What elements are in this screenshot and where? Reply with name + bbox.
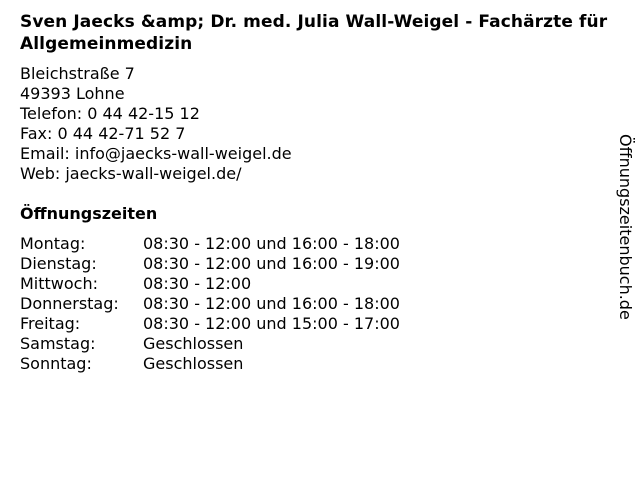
hours-time: 08:30 - 12:00 und 15:00 - 17:00 [143, 314, 400, 333]
web-line: Web: jaecks-wall-weigel.de/ [20, 164, 242, 183]
opening-hours-table [20, 234, 400, 374]
business-title: Sven Jaecks &amp; Dr. med. Julia Wall-Weigel - Fachärzte für Allgemeinmedizin [20, 12, 608, 54]
hours-time: 08:30 - 12:00 und 16:00 - 18:00 [143, 294, 400, 313]
hours-time: 08:30 - 12:00 [143, 274, 252, 293]
site-watermark: Öffnungszeitenbuch.de [616, 134, 635, 320]
address-city: 49393 Lohne [20, 84, 125, 103]
hours-time: Geschlossen [143, 354, 244, 373]
hours-day: Freitag: [20, 314, 81, 333]
hours-row-thursday [20, 294, 400, 314]
hours-row-tuesday [20, 254, 400, 274]
opening-hours-heading: Öffnungszeiten [20, 204, 158, 223]
hours-day: Dienstag: [20, 254, 97, 273]
contact-block [20, 64, 292, 184]
hours-day: Donnerstag: [20, 294, 119, 313]
hours-time: Geschlossen [143, 334, 244, 353]
fax-line: Fax: 0 44 42-71 52 7 [20, 124, 186, 143]
phone-line: Telefon: 0 44 42-15 12 [20, 104, 200, 123]
hours-time: 08:30 - 12:00 und 16:00 - 19:00 [143, 254, 400, 273]
hours-day: Sonntag: [20, 354, 92, 373]
hours-row-wednesday [20, 274, 400, 294]
hours-day: Mittwoch: [20, 274, 98, 293]
hours-day: Samstag: [20, 334, 96, 353]
hours-row-monday [20, 234, 400, 254]
hours-row-sunday [20, 354, 400, 374]
hours-time: 08:30 - 12:00 und 16:00 - 18:00 [143, 234, 400, 253]
hours-row-saturday [20, 334, 400, 354]
hours-row-friday [20, 314, 400, 334]
address-street: Bleichstraße 7 [20, 64, 135, 83]
hours-day: Montag: [20, 234, 86, 253]
email-line: Email: info@jaecks-wall-weigel.de [20, 144, 292, 163]
